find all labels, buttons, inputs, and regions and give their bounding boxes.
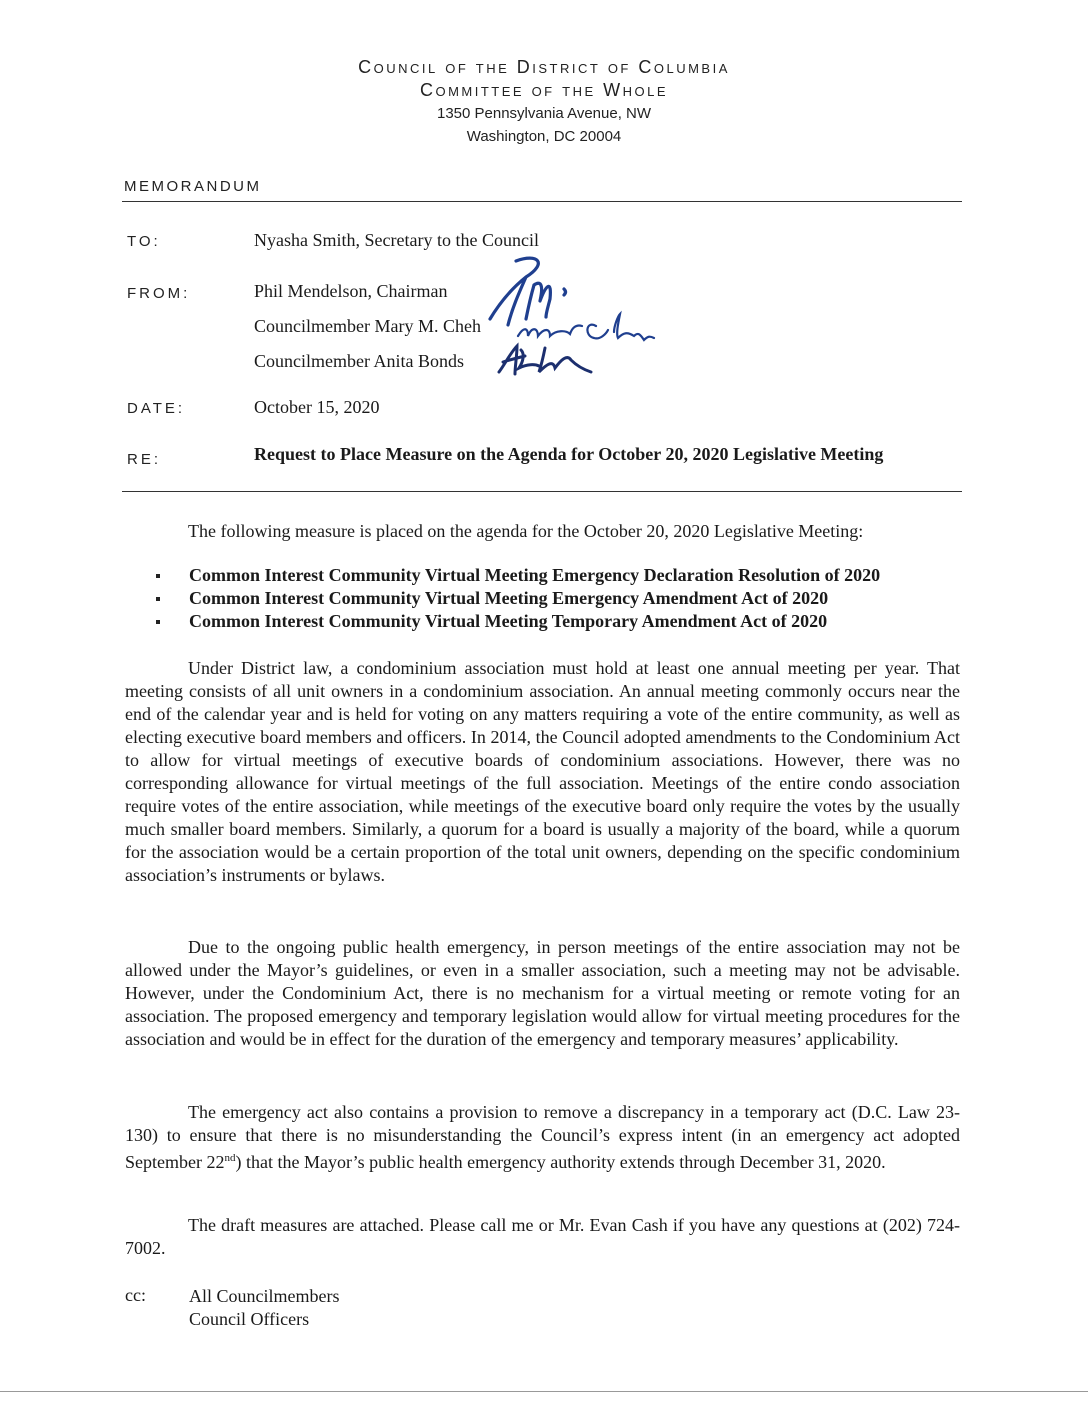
re-subject: Request to Place Measure on the Agenda for October 20, 2020 Legislative Meeting	[254, 444, 884, 464]
to-label: TO:	[127, 233, 161, 250]
closing-text: The draft measures are attached. Please call me or Mr. Evan Cash if you have any questions at (202) 724-7002.	[125, 1215, 960, 1258]
ordinal-suffix: nd	[224, 1152, 236, 1164]
paragraph-text: Under District law, a condominium association must hold at least one annual meeting per year. That meeting consists of all unit owners in a condominium association. An annual meeting commonly occurs near the end of the calendar year and is held for voting on any matters requiring a vote of the entire community, as well as electing executive board members and officers. In 2014, the Council adopted amendments to the Condominium Act to allow for virtual meetings of executive boards of condominium associations. However, there was no corresponding allowance for virtual meetings of the full association. Meetings of the entire condo association require votes of the entire association, while meetings of the executive board only require the votes by the usually much smaller board members. Similarly, a quorum for a board is usually a majority of the board, while a quorum for the association would be a certain proportion of the total unit owners, depending on the specific condominium association’s instruments or bylaws.	[125, 658, 960, 885]
paragraph-text: Due to the ongoing public health emergency, in person meetings of the entire association may not be allowed under the Mayor’s guidelines, or even in a smaller association, such a meeting may not be advisable. However, under the Condominium Act, there is no mechanism for a virtual meeting or remote voting for an association. The proposed emergency and temporary legislation would allow for virtual meeting procedures for the association and would be in effect for the duration of the emergency and temporary measures’ applicability.	[125, 937, 960, 1049]
bonds-signature	[495, 342, 595, 378]
measure-title: Common Interest Community Virtual Meeting Emergency Declaration Resolution of 2020	[189, 565, 881, 585]
measure-item	[152, 564, 880, 587]
council-name: Council of the District of Columbia	[358, 57, 730, 77]
cc-label: cc:	[125, 1285, 146, 1305]
from-cheh: Councilmember Mary M. Cheh	[254, 316, 481, 336]
cc-list	[189, 1285, 339, 1331]
street-address: 1350 Pennsylvania Avenue, NW	[436, 105, 652, 122]
paragraph-text: The emergency act also contains a provision to remove a discrepancy in a temporary act (D.C. Law 23-130) to ensure that there is no misunderstanding the Council’s express intent (in an emergency act adopted September 22	[125, 1102, 960, 1172]
committee-name: Committee of the Whole	[419, 80, 669, 100]
cc-recipient: Council Officers	[189, 1309, 310, 1329]
from-chairman: Phil Mendelson, Chairman	[254, 281, 448, 301]
city-address: Washington, DC 20004	[466, 128, 622, 145]
bullet-icon	[156, 574, 160, 578]
from-label: FROM:	[127, 285, 191, 302]
to-value: Nyasha Smith, Secretary to the Council	[254, 230, 539, 250]
page-bottom-edge	[0, 1391, 1088, 1392]
header-top-rule	[122, 201, 962, 202]
intro-paragraph	[125, 520, 960, 543]
date-label: DATE:	[127, 400, 186, 417]
measures-list	[152, 564, 880, 633]
memorandum-label: MEMORANDUM	[124, 178, 262, 195]
body-paragraph-condominium-law	[125, 657, 960, 887]
paragraph-text-end: ) that the Mayor’s public health emergency authority extends through December 31, 2020.	[235, 1152, 886, 1172]
re-label: RE:	[127, 451, 162, 468]
measure-item	[152, 587, 880, 610]
from-bonds: Councilmember Anita Bonds	[254, 351, 464, 371]
measure-title: Common Interest Community Virtual Meeting Emergency Amendment Act of 2020	[189, 588, 829, 608]
bullet-icon	[156, 597, 160, 601]
measure-item	[152, 610, 880, 633]
body-paragraph-emergency-act	[125, 1101, 960, 1174]
date-value: October 15, 2020	[254, 397, 380, 417]
closing-paragraph	[125, 1214, 960, 1260]
body-paragraph-health-emergency	[125, 936, 960, 1051]
cc-recipient: All Councilmembers	[189, 1286, 340, 1306]
intro-text: The following measure is placed on the agenda for the October 20, 2020 Legislative Meeting:	[188, 521, 864, 541]
header-bottom-rule	[122, 491, 962, 492]
measure-title: Common Interest Community Virtual Meeting Temporary Amendment Act of 2020	[189, 611, 828, 631]
bullet-icon	[156, 620, 160, 624]
letterhead	[0, 56, 1088, 148]
